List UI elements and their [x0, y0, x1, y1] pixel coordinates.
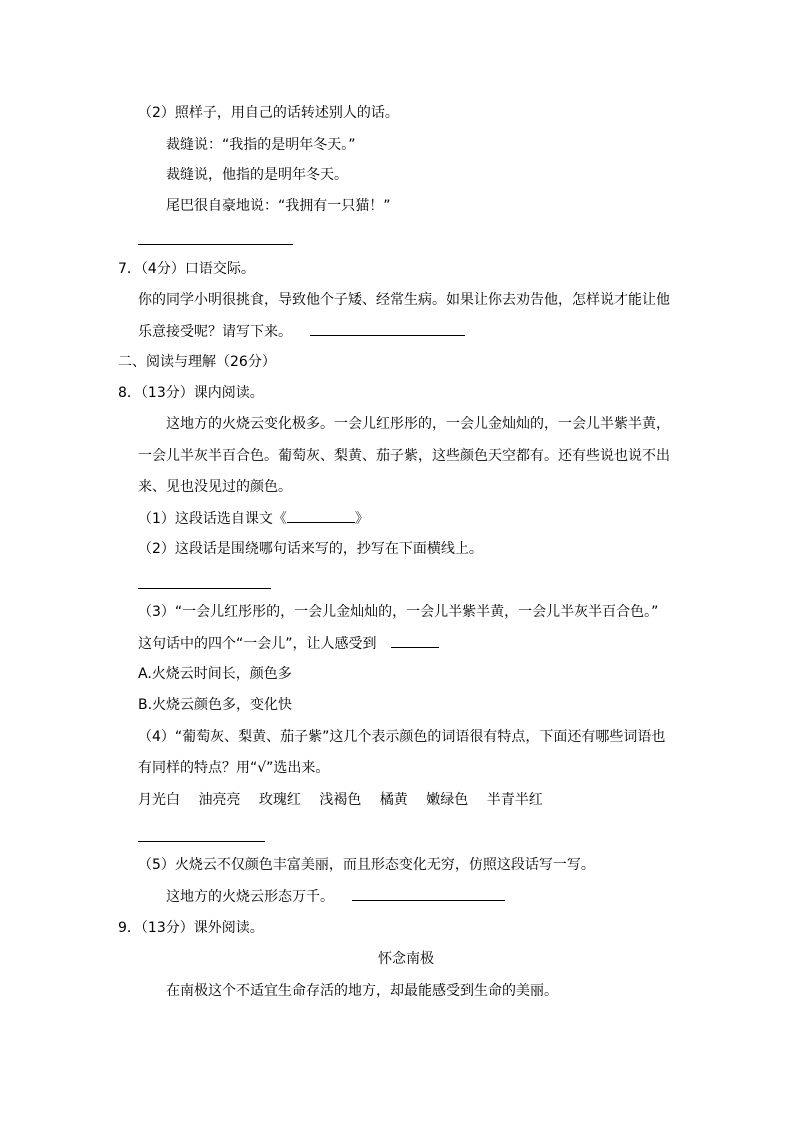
q8-sub2-answer-line[interactable] — [138, 588, 271, 589]
q8-sub5: （5）火烧云不仅颜色丰富美丽，而且形态变化无穷，仿照这段话写一写。 — [138, 857, 595, 873]
q8-passage-line2: 一会儿半灰半百合色。葡萄灰、梨黄、茄子紫，这些颜色天空都有。还有些说也说不出 — [138, 448, 670, 464]
q7-line2-text: 乐意接受呢？请写下来。 — [138, 324, 292, 340]
word-option[interactable]: 橘黄 — [379, 792, 408, 808]
q8-passage-line3: 来、见也没见过的颜色。 — [138, 479, 292, 495]
q7-answer-line[interactable] — [310, 321, 465, 336]
q8-sub4-line2: 有同样的特点？用“√”选出来。 — [138, 760, 330, 776]
q8-sub3-answer-line[interactable] — [391, 633, 439, 648]
q8-sub3-line2-text: 这句话中的四个“一会儿”，让人感受到 — [138, 636, 377, 652]
q8-word-list — [138, 790, 557, 810]
q9-line1: 在南极这个不适宜生命存活的地方，却最能感受到生命的美丽。 — [166, 983, 558, 999]
q8-sub5-line — [166, 886, 505, 907]
section2-heading: 二、阅读与理解（26分） — [118, 354, 276, 370]
q8-sub5-start: 这地方的火烧云形态万千。 — [166, 889, 334, 905]
word-option[interactable]: 嫩绿色 — [426, 792, 469, 808]
q6-task-sentence: 尾巴很自豪地说：“我拥有一只猫！” — [166, 198, 391, 214]
q8-option-a[interactable]: A.火烧云时间长，颜色多 — [138, 666, 292, 682]
q7-line2 — [138, 321, 465, 342]
word-option[interactable]: 月光白 — [138, 792, 180, 808]
q8-sub1-prefix: （1）这段话选自课文《 — [138, 511, 287, 527]
word-option[interactable]: 油亮亮 — [198, 792, 241, 808]
q8-sub1 — [138, 508, 369, 529]
q8-sub1-suffix: 》 — [354, 511, 369, 527]
q9-heading: 9．（13分）课外阅读。 — [118, 920, 264, 936]
q7-heading: 7．（4分）口语交际。 — [118, 261, 255, 277]
q6-example-reported: 裁缝说，他指的是明年冬天。 — [166, 167, 348, 183]
q8-heading: 8．（13分）课内阅读。 — [118, 385, 264, 401]
q8-passage-line1: 这地方的火烧云变化极多。一会儿红彤彤的，一会儿金灿灿的，一会儿半紫半黄， — [166, 416, 670, 432]
q8-sub3-line1: （3）“一会儿红彤彤的，一会儿金灿灿的，一会儿半紫半黄，一会儿半灰半百合色。” — [138, 604, 659, 620]
q8-sub2: （2）这段话是围绕哪句话来写的，抄写在下面横线上。 — [138, 541, 483, 557]
q9-article-title: 怀念南极 — [378, 951, 434, 967]
word-option[interactable]: 玫瑰红 — [258, 792, 301, 808]
q8-sub1-answer-line[interactable] — [287, 508, 355, 523]
word-option[interactable]: 浅褐色 — [319, 792, 362, 808]
q7-line1: 你的同学小明很挑食，导致他个子矮、经常生病。如果让你去劝告他，怎样说才能让他 — [138, 292, 670, 308]
q8-sub3-line2 — [138, 633, 439, 654]
q8-option-b[interactable]: B.火烧云颜色多，变化快 — [138, 697, 293, 713]
q6-part2-prompt: （2）照样子，用自己的话转述别人的话。 — [138, 105, 399, 121]
q8-sub4-line1: （4）“葡萄灰、梨黄、茄子紫”这几个表示颜色的词语很有特点，下面还有哪些词语也 — [138, 729, 666, 745]
q6-example-direct: 裁缝说：“我指的是明年冬天。” — [166, 137, 356, 153]
word-option[interactable]: 半青半红 — [486, 792, 543, 808]
q8-sub4-answer-line[interactable] — [138, 841, 265, 842]
q8-sub5-answer-line[interactable] — [352, 886, 505, 901]
q6-answer-line[interactable] — [138, 244, 293, 245]
